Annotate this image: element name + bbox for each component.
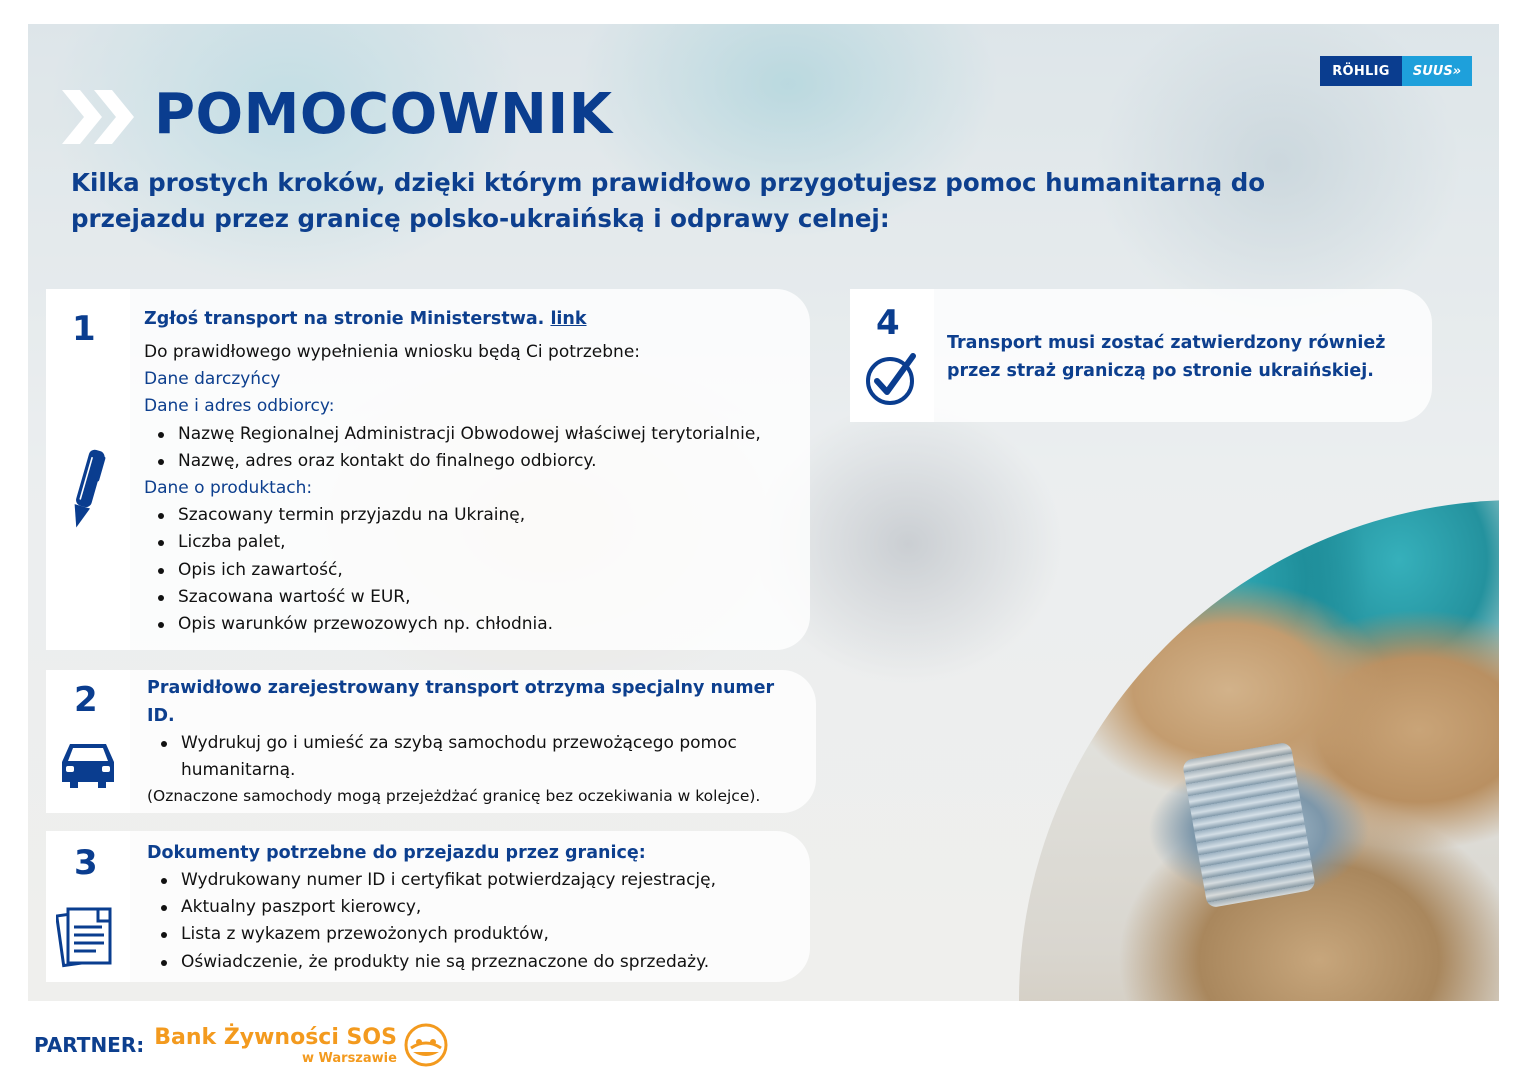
step-4-number: 4 — [876, 303, 900, 343]
step-3-content — [147, 839, 797, 976]
step-1-section-b-list — [144, 421, 794, 475]
step-2-note: (Oznaczone samochody mogą przejeżdżać granicę bez oczekiwania w kolejce). — [147, 787, 761, 806]
step-4-card — [850, 289, 1432, 422]
step-2-card — [46, 670, 816, 813]
poster-background — [28, 24, 1499, 1001]
step-1-content — [144, 305, 794, 638]
step-4-text-line-1: Transport musi zostać zatwierdzony również — [947, 333, 1386, 353]
list-item: Nazwę, adres oraz kontakt do finalnego odbiorcy. — [144, 448, 794, 475]
partner-name: Bank Żywności SOS — [154, 1024, 397, 1050]
pen-icon — [68, 445, 106, 535]
list-item — [147, 730, 807, 784]
step-2-number: 2 — [74, 680, 98, 720]
ministry-link[interactable]: link — [550, 309, 587, 329]
logo-right-text: SUUS» — [1402, 56, 1472, 86]
page-title: POMOCOWNIK — [154, 82, 613, 147]
step-1-section-c: Dane o produktach: — [144, 478, 313, 499]
subtitle-line-2: przejazdu przez granicę polsko-ukraińską i odprawy celnej: — [71, 204, 890, 233]
step-1-section-c-list — [144, 502, 794, 638]
step-2-heading-line-1: Prawidłowo zarejestrowany transport otrzyma specjalny numer — [147, 678, 775, 698]
partner-label: PARTNER: — [34, 1033, 145, 1057]
step-3-card — [46, 831, 810, 982]
list-item: Oświadczenie, że produkty nie są przeznaczone do sprzedaży. — [147, 949, 797, 976]
documents-icon — [56, 905, 120, 969]
step-1-heading-row — [144, 305, 794, 333]
step-3-heading: Dokumenty potrzebne do przejazdu przez granicę: — [147, 843, 646, 863]
list-item: Wydrukowany numer ID i certyfikat potwierdzający rejestrację, — [147, 867, 797, 894]
step-4-text-line-2: przez straż graniczą po stronie ukraińskiej. — [947, 361, 1374, 381]
step-2-item-line-1: Wydrukuj go i umieść za szybą samochodu przewożącego pomoc — [181, 733, 737, 753]
step-2-heading-line-2: ID. — [147, 706, 175, 726]
logo-left-text: RÖHLIG — [1320, 56, 1402, 86]
step-1-intro: Do prawidłowego wypełnienia wniosku będą Ci potrzebne: — [144, 342, 641, 362]
list-item: Aktualny paszport kierowcy, — [147, 894, 797, 921]
chevrons-icon — [62, 90, 136, 144]
car-icon — [58, 740, 118, 788]
step-3-list — [147, 867, 797, 976]
step-1-number: 1 — [72, 309, 96, 349]
list-item: Lista z wykazem przewożonych produktów, — [147, 921, 797, 948]
list-item: Nazwę Regionalnej Administracji Obwodowej właściwej terytorialnie, — [144, 421, 794, 448]
list-item: Liczba palet, — [144, 529, 794, 556]
subtitle-line-1: Kilka prostych kroków, dzięki którym prawidłowo przygotujesz pomoc humanitarną do — [71, 168, 1266, 197]
step-2-item-line-2: humanitarną. — [181, 760, 296, 781]
list-item: Opis ich zawartość, — [144, 557, 794, 584]
partner-footer — [34, 1022, 449, 1068]
step-1-section-a: Dane darczyńcy — [144, 369, 281, 390]
list-item: Szacowany termin przyjazdu na Ukrainę, — [144, 502, 794, 529]
list-item: Szacowana wartość w EUR, — [144, 584, 794, 611]
step-2-list — [147, 730, 807, 784]
page-subtitle — [71, 165, 1311, 237]
step-1-section-b: Dane i adres odbiorcy: — [144, 396, 335, 417]
rohlig-suus-logo — [1320, 56, 1472, 86]
step-2-content — [147, 674, 807, 808]
food-bank-logo-icon — [403, 1022, 449, 1068]
step-1-card — [46, 289, 810, 650]
step-4-content — [947, 329, 1417, 385]
partner-brand — [154, 1025, 397, 1066]
step-3-number: 3 — [74, 843, 98, 883]
step-1-heading: Zgłoś transport na stronie Ministerstwa. — [144, 309, 545, 329]
tin-can-shape — [1182, 742, 1316, 909]
list-item: Opis warunków przewozowych np. chłodnia. — [144, 611, 794, 638]
checkmark-circle-icon — [864, 351, 920, 407]
partner-sub: w Warszawie — [301, 1050, 397, 1066]
